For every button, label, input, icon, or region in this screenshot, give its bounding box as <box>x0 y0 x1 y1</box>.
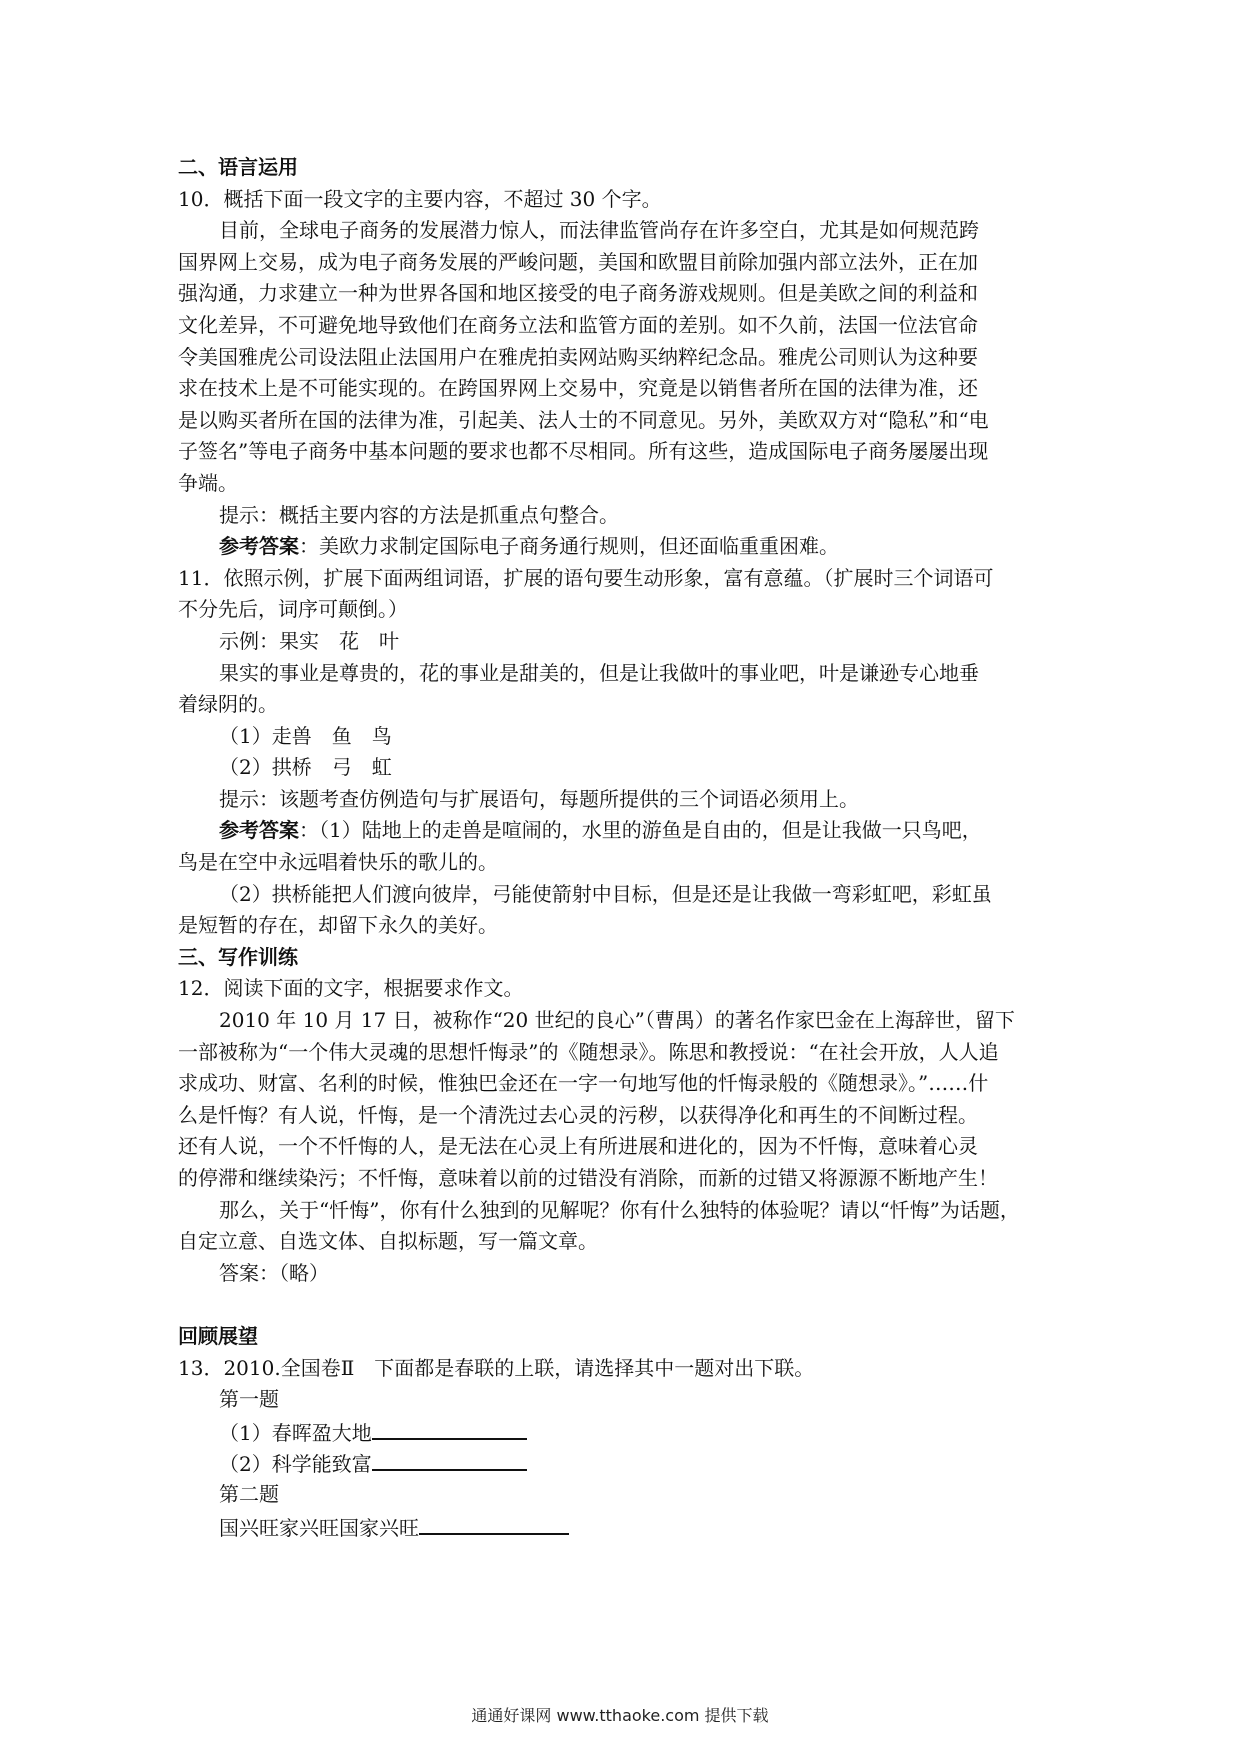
q13-answer-blank-3[interactable] <box>419 1511 569 1535</box>
q13-question: 13．2010.全国卷Ⅱ 下面都是春联的上联，请选择其中一题对出下联。 <box>178 1355 815 1380</box>
section-spacer <box>178 1289 1070 1321</box>
q10-line-1: 目前，全球电子商务的发展潜力惊人，而法律监管尚存在许多空白，尤其是如何规范跨 <box>219 218 979 243</box>
q11-answer-2-line-1: （2）拱桥能把人们渡向彼岸，弓能使箭射中目标，但是还是让我做一弯彩虹吧，彩虹虽 <box>219 881 992 906</box>
q10-line-6: 求在技术上是不可能实现的。在跨国界网上交易中，究竟是以销售者所在国的法律为准，还 <box>178 376 978 401</box>
q13-answer-blank-1[interactable] <box>372 1416 527 1440</box>
q13-item-1-text: （1）春晖盈大地 <box>219 1420 372 1445</box>
q12-line-4: 么是忏悔？有人说，忏悔，是一个清洗过去心灵的污秽，以获得净化和再生的不间断过程。 <box>178 1102 978 1127</box>
q11-item-1: （1）走兽 鱼 鸟 <box>219 723 392 748</box>
q12-line-5: 还有人说，一个不忏悔的人，是无法在心灵上有所进展和进化的，因为不忏悔，意味着心灵 <box>178 1134 978 1159</box>
q13-item-3 <box>178 1511 1070 1543</box>
q11-answer-1-line-2: 鸟是在空中永远唱着快乐的歌儿的。 <box>178 850 498 875</box>
q11-item-2: （2）拱桥 弓 虹 <box>219 755 392 780</box>
q10-line-4: 文化差异，不可避免地导致他们在商务立法和监管方面的差别。如不久前，法国一位法官命 <box>178 312 978 337</box>
q12-line-2: 一部被称为“一个伟大灵魂的思想忏悔录”的《随想录》。陈思和教授说：“在社会开放，人人追 <box>178 1039 999 1064</box>
page-footer: 通通好课网 www.tthaoke.com 提供下载 <box>471 1706 769 1725</box>
q13-answer-blank-2[interactable] <box>372 1447 527 1471</box>
q12-line-1: 2010 年 10 月 17 日，被称作“20 世纪的良心”（曹禺）的著名作家巴金在上海辞世，留下 <box>219 1008 1015 1033</box>
q10-paragraph-first <box>178 215 1070 247</box>
q11-answer-label: 参考答案 <box>219 818 299 843</box>
q13-group-1: 第一题 <box>219 1387 279 1412</box>
q10-line-8: 子签名”等电子商务中基本问题的要求也都不尽相同。所有这些，造成国际电子商务屡屡出现 <box>178 439 989 464</box>
q11-answer-1-line-1 <box>178 815 1070 847</box>
q11-hint: 提示：该题考查仿例造句与扩展语句，每题所提供的三个词语必须用上。 <box>219 786 859 811</box>
q11-example-line-1: 果实的事业是尊贵的，花的事业是甜美的，但是让我做叶的事业吧，叶是谦逊专心地垂 <box>219 660 979 685</box>
q10-line-9: 争端。 <box>178 470 238 495</box>
q13-item-2-text: （2）科学能致富 <box>219 1452 372 1477</box>
section-heading-writing: 三、写作训练 <box>178 944 298 969</box>
q11-answer-1-text: ：（1）陆地上的走兽是喧闹的，水里的游鱼是自由的，但是让我做一只鸟吧， <box>299 818 982 843</box>
q13-item-1 <box>178 1416 1070 1448</box>
q12-prompt-line-1: 那么，关于“忏悔”，你有什么独到的见解呢？你有什么独特的体验呢？请以“忏悔”为话题， <box>219 1197 1020 1222</box>
q10-question: 10．概括下面一段文字的主要内容，不超过 30 个字。 <box>178 186 662 211</box>
q10-hint: 提示：概括主要内容的方法是抓重点句整合。 <box>219 502 619 527</box>
q10-line-7: 是以购买者所在国的法律为准，引起美、法人士的不同意见。另外，美欧双方对“隐私”和“电 <box>178 407 989 432</box>
q11-answer-2-line-2: 是短暂的存在，却留下永久的美好。 <box>178 913 498 938</box>
q10-answer-label: 参考答案 <box>219 534 299 559</box>
q12-prompt-line-2: 自定立意、自选文体、自拟标题，写一篇文章。 <box>178 1229 598 1254</box>
q10-line-2: 国界网上交易，成为电子商务发展的严峻问题，美国和欧盟目前除加强内部立法外，正在加 <box>178 249 978 274</box>
q13-group-2: 第二题 <box>219 1481 279 1506</box>
q13-item-3-text: 国兴旺家兴旺国家兴旺 <box>219 1515 419 1540</box>
q11-question-line-2: 不分先后，词序可颠倒。） <box>178 597 408 622</box>
q12-line-3: 求成功、财富、名利的时候，惟独巴金还在一字一句地写他的忏悔录般的《随想录》。”……什 <box>178 1071 989 1096</box>
q12-answer: 答案：（略） <box>219 1260 329 1285</box>
q12-question: 12．阅读下面的文字，根据要求作文。 <box>178 976 524 1001</box>
q10-answer-text: ：美欧力求制定国际电子商务通行规则，但还面临重重困难。 <box>299 534 839 559</box>
document-body <box>178 152 1070 1542</box>
q11-example: 示例：果实 花 叶 <box>219 628 399 653</box>
q10-line-3: 强沟通，力求建立一种为世界各国和地区接受的电子商务游戏规则。但是美欧之间的利益和 <box>178 281 978 306</box>
q11-question-line-1: 11．依照示例，扩展下面两组词语，扩展的语句要生动形象，富有意蕴。（扩展时三个词语可 <box>178 565 994 590</box>
section-heading-language-use: 二、语言运用 <box>178 155 298 179</box>
q13-item-2 <box>178 1447 1070 1479</box>
q10-answer <box>178 531 1070 563</box>
q12-line-6: 的停滞和继续染污；不忏悔，意味着以前的过错没有消除，而新的过错又将源源不断地产生！ <box>178 1166 998 1190</box>
section-heading-review: 回顾展望 <box>178 1323 258 1348</box>
q10-line-5: 令美国雅虎公司设法阻止法国用户在雅虎拍卖网站购买纳粹纪念品。雅虎公司则认为这种要 <box>178 344 978 369</box>
q11-example-line-2: 着绿阴的。 <box>178 692 278 717</box>
